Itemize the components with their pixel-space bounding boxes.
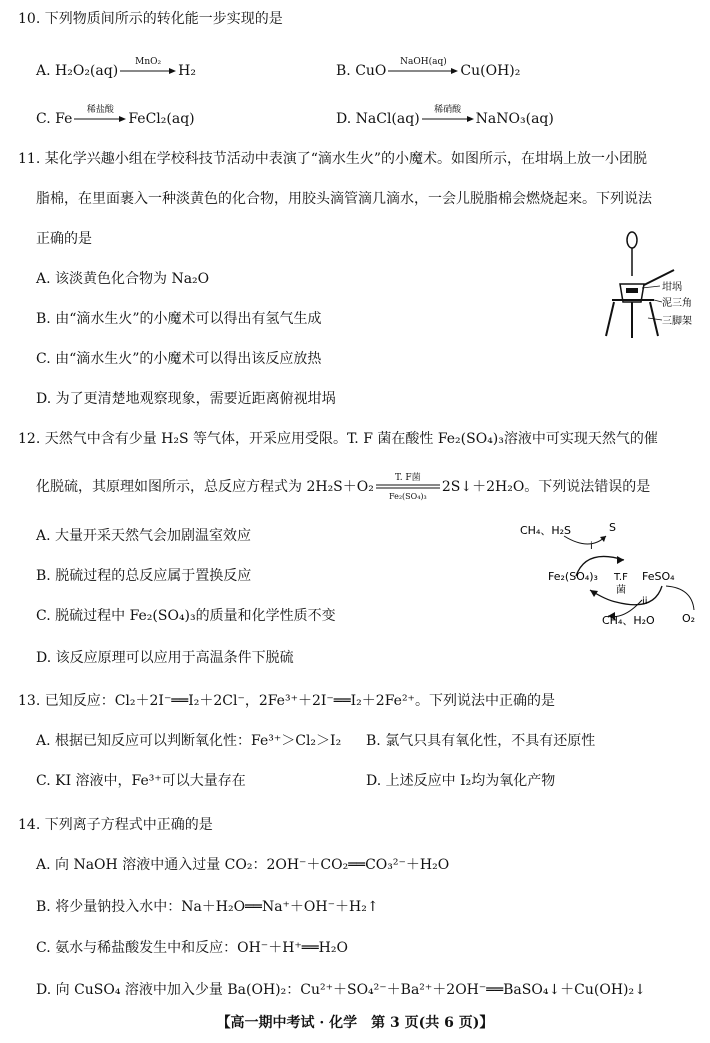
label-tripod: 三脚架 <box>662 316 692 327</box>
equation-right: 2S↓＋2H₂O。下列说法错误的是 <box>441 479 651 495</box>
page-footer: 【高一期中考试 · 化学 第 3 页(共 6 页)】 <box>216 1015 494 1031</box>
arrow-from-o2 <box>666 586 694 610</box>
equation-arrow <box>376 473 440 501</box>
leader-line <box>654 300 662 302</box>
q12-option-d: D. 该反应原理可以应用于高温条件下脱硫 <box>36 650 294 666</box>
q13-option-a: A. 根据已知反应可以判断氧化性：Fe³⁺＞Cl₂＞I₂ <box>36 733 342 749</box>
reactant: NaCl(aq) <box>355 111 420 127</box>
q14-option-a: A. 向 NaOH 溶液中通入过量 CO₂：2OH⁻＋CO₂══CO₃²⁻＋H₂O <box>36 857 450 873</box>
reaction-arrow <box>422 105 474 123</box>
label-clay-triangle: 泥三角 <box>662 298 692 309</box>
option-letter: A. <box>36 63 56 79</box>
q12-option-c: C. 脱硫过程中 Fe₂(SO₄)₃的质量和化学性质不变 <box>36 608 336 624</box>
desulfurization-cycle-figure <box>516 516 702 628</box>
q10-option-b <box>336 57 521 80</box>
q10-option-c <box>36 105 195 128</box>
cotton-icon <box>626 288 638 293</box>
step-ii-arc <box>590 586 662 605</box>
arrow-condition: MnO₂ <box>135 57 162 67</box>
label-step-ii: ii <box>642 596 648 607</box>
q12-stem-line2 <box>36 473 651 501</box>
q13-stem: 13. 已知反应：Cl₂＋2I⁻══I₂＋2Cl⁻，2Fe³⁺＋2I⁻══I₂＋2Fe²⁺。下列说法中正确的是 <box>18 693 555 709</box>
q11-stem-line1: 11. 某化学兴趣小组在学校科技节活动中表演了“滴水生火”的小魔术。如图所示，在坩埚上放一小团脱 <box>18 151 648 167</box>
label-crucible: 坩埚 <box>662 282 682 293</box>
q13-option-c: C. KI 溶液中，Fe³⁺可以大量存在 <box>36 773 246 789</box>
arrow-condition: 稀盐酸 <box>86 105 114 115</box>
arrow-to-s <box>564 536 606 544</box>
reactant: H₂O₂(aq) <box>55 63 119 79</box>
label-feso4: FeSO₄ <box>642 570 675 583</box>
option-letter: D. <box>336 111 356 127</box>
option-letter: B. <box>336 63 356 79</box>
equation-condition: Fe₂(SO₄)₃ <box>388 492 427 501</box>
product: NaNO₃(aq) <box>475 111 554 127</box>
arrow-condition: NaOH(aq) <box>400 57 447 67</box>
dropper-bulb-icon <box>627 232 637 248</box>
label-fe2so43: Fe₂(SO₄)₃ <box>548 570 598 583</box>
q13-option-d: D. 上述反应中 I₂均为氧化产物 <box>366 773 556 789</box>
q11-option-a: A. 该淡黄色化合物为 Na₂O <box>36 271 210 287</box>
product: FeCl₂(aq) <box>128 111 195 127</box>
q10-option-d <box>336 105 554 128</box>
q14-stem: 14. 下列离子方程式中正确的是 <box>18 817 213 833</box>
q11-option-d: D. 为了更清楚地观察现象，需要近距离俯视坩埚 <box>36 391 336 407</box>
arrowhead-icon <box>600 536 606 542</box>
q14-option-d: D. 向 CuSO₄ 溶液中加入少量 Ba(OH)₂：Cu²⁺＋SO₄²⁻＋Ba²⁺＋2OH⁻══BaSO₄↓＋Cu(OH)₂↓ <box>36 982 646 998</box>
label-o2: O₂ <box>682 612 696 625</box>
reaction-arrow <box>120 57 176 75</box>
equation-left: 化脱硫，其原理如图所示，总反应方程式为 2H₂S＋O₂ <box>36 479 374 495</box>
q11-option-b: B. 由“滴水生火”的小魔术可以得出有氢气生成 <box>36 311 322 327</box>
q10-stem: 10. 下列物质间所示的转化能一步实现的是 <box>18 11 283 27</box>
q13-option-b: B. 氯气只具有氧化性，不具有还原性 <box>366 733 596 749</box>
q12-option-a: A. 大量开采天然气会加剧温室效应 <box>36 528 252 544</box>
q14-option-c: C. 氨水与稀盐酸发生中和反应：OH⁻＋H⁺══H₂O <box>36 940 348 956</box>
label-bacteria: 菌 <box>616 585 626 596</box>
arrowhead-icon <box>617 556 624 564</box>
crucible-apparatus-figure <box>598 226 702 346</box>
tripod-leg-icon <box>606 302 614 336</box>
leader-line <box>642 286 660 288</box>
product: H₂ <box>178 63 196 79</box>
label-s: S <box>609 521 616 534</box>
arrow-condition: 稀硝酸 <box>434 105 462 115</box>
reactant: CuO <box>355 63 387 79</box>
q11-stem-line2: 脂棉，在里面裹入一种淡黄色的化合物，用胶头滴管滴几滴水，一会儿脱脂棉会燃烧起来。下列说法 <box>36 191 652 207</box>
label-ch4-h2s: CH₄、H₂S <box>520 524 572 537</box>
q14-option-b: B. 将少量钠投入水中：Na＋H₂O══Na⁺＋OH⁻＋H₂↑ <box>36 899 379 915</box>
q12-stem-line1: 12. 天然气中含有少量 H₂S 等气体，开采应用受限。T. F 菌在酸性 Fe₂(SO₄)₃溶液中可实现天然气的催 <box>18 431 658 447</box>
q10-option-a <box>36 57 196 80</box>
reactant: Fe <box>55 111 73 127</box>
equation-catalyst: T. F菌 <box>395 473 421 483</box>
reaction-arrow <box>74 105 126 123</box>
q11-option-c: C. 由“滴水生火”的小魔术可以得出该反应放热 <box>36 351 322 367</box>
label-step-i: i <box>590 541 593 552</box>
product: Cu(OH)₂ <box>460 63 521 79</box>
label-tf-bacteria: T.F <box>614 572 628 583</box>
option-letter: C. <box>36 111 56 127</box>
reaction-arrow <box>388 57 458 75</box>
q12-option-b: B. 脱硫过程的总反应属于置换反应 <box>36 568 252 584</box>
q11-stem-line3: 正确的是 <box>36 231 92 247</box>
label-ch4-h2o: CH₄、H₂O <box>602 614 655 627</box>
